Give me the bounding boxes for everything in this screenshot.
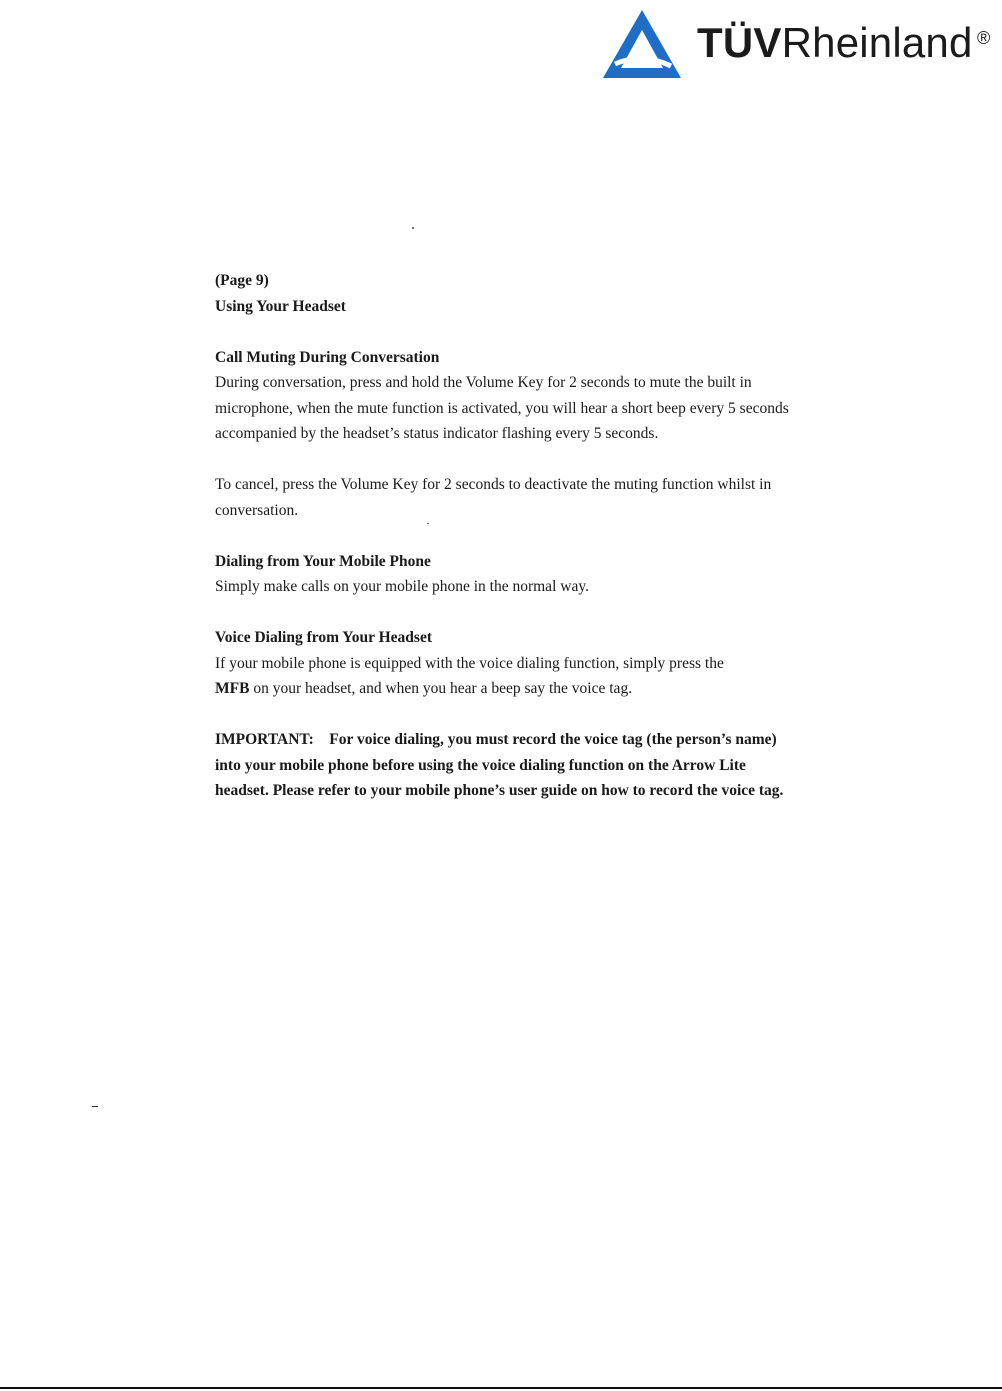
voice-dialing-line-2: on your headset, and when you hear a beep say the voice tag.: [249, 680, 633, 697]
page-title: Using Your Headset: [215, 297, 346, 315]
voice-dialing-line-1: If your mobile phone is equipped with the voice dialing function, simply press the: [215, 654, 724, 672]
page-reference: (Page 9): [215, 272, 269, 289]
paragraph-voice-dialing: [215, 651, 800, 702]
important-text: For voice dialing, you must record the voice tag (the person’s name) into your mobile phone before using the voice dialing function on the Arrow Lite headset. Please refer to your mobile phone’s user guide on how to record the voice tag.: [215, 731, 784, 799]
important-note: [215, 727, 800, 804]
spacer: [215, 600, 800, 626]
paragraph-dialing: Simply make calls on your mobile phone in the normal way.: [215, 578, 589, 595]
section-heading-voice-dialing: Voice Dialing from Your Headset: [215, 629, 432, 646]
scan-speck: [412, 227, 414, 229]
mfb-label: MFB: [215, 680, 250, 697]
page-bottom-border: [0, 1387, 1002, 1389]
paragraph-cancel-muting: To cancel, press the Volume Key for 2 seconds to deactivate the muting function whilst in conversation.: [215, 476, 772, 519]
spacer: [215, 523, 800, 549]
tuv-triangle-icon: [601, 8, 683, 80]
section-heading-call-muting: Call Muting During Conversation: [215, 348, 440, 366]
brand-name: [697, 18, 973, 68]
scan-speck: [92, 1106, 98, 1107]
brand-name-regular: Rheinland: [781, 19, 973, 66]
spacer: [215, 702, 800, 728]
spacer: [215, 447, 800, 473]
paragraph-call-muting: During conversation, press and hold the Volume Key for 2 seconds to mute the built in microphone, when the mute function is activated, you will hear a short beep every 5 seconds accompanied by the headset’s status indicator flashing every 5 seconds.: [215, 374, 789, 442]
tuv-rheinland-logo: [601, 8, 997, 82]
document-body: [215, 268, 800, 804]
registered-mark: ®: [977, 28, 991, 48]
brand-name-bold: TÜV: [697, 19, 782, 66]
spacer: [215, 319, 800, 345]
important-label: IMPORTANT:: [215, 731, 314, 748]
section-heading-dialing: Dialing from Your Mobile Phone: [215, 552, 431, 570]
